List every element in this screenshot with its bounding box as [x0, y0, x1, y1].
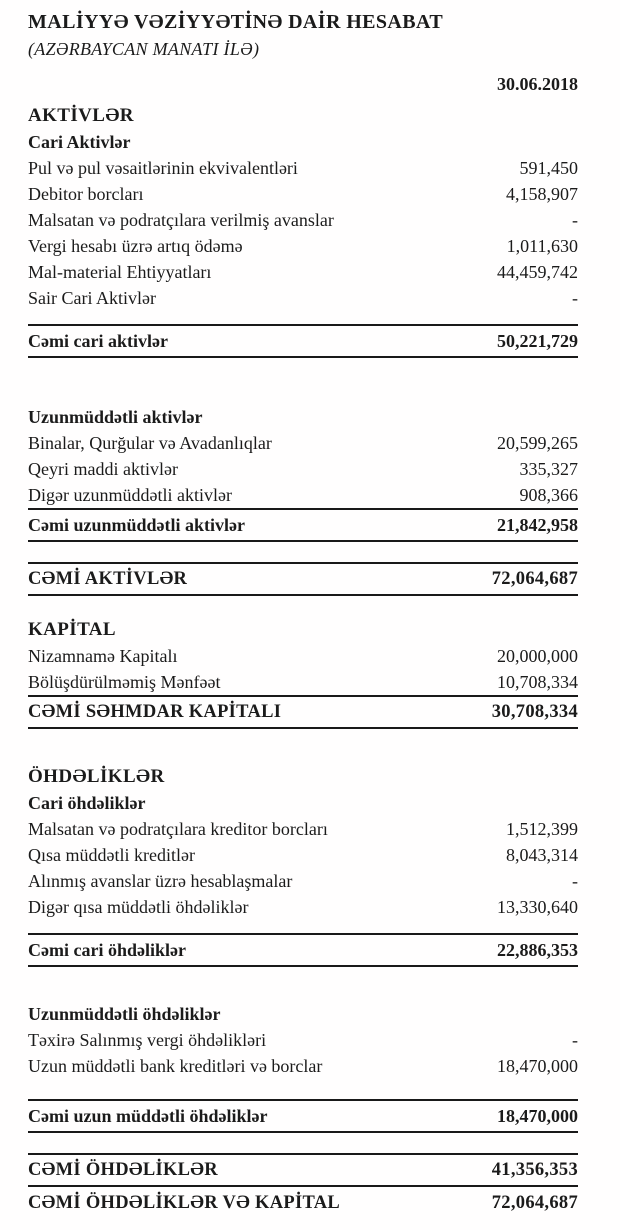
row-value: 10,708,334 [497, 672, 578, 692]
report-row [28, 129, 578, 155]
row-label: Cəmi cari aktivlər [28, 331, 168, 351]
report-row [28, 102, 578, 129]
row-label: Cəmi cari öhdəliklər [28, 940, 186, 960]
report-row [28, 1027, 578, 1053]
row-value: 72,064,687 [491, 1193, 578, 1213]
row-value: 41,356,353 [491, 1160, 578, 1180]
report-row [28, 456, 578, 482]
row-value: 50,221,729 [497, 331, 578, 351]
report-row [28, 482, 578, 508]
blank-row [28, 729, 578, 763]
row-value: - [572, 288, 578, 308]
row-label: Təxirə Salınmış vergi öhdəlikləri [28, 1030, 267, 1050]
report-rows [28, 102, 578, 1219]
row-value: 591,450 [519, 158, 578, 178]
report-row [28, 1099, 578, 1133]
report-row [28, 207, 578, 233]
report-row [28, 508, 578, 542]
row-label: Cari öhdəliklər [28, 793, 146, 813]
report-row [28, 430, 578, 456]
row-value: 335,327 [519, 459, 578, 479]
report-row [28, 259, 578, 285]
row-value: 13,330,640 [497, 897, 578, 917]
report-row [28, 790, 578, 816]
report-row [28, 233, 578, 259]
report-row [28, 842, 578, 868]
row-label: Malsatan və podratçılara verilmiş avanslar [28, 210, 334, 230]
row-label: CƏMİ ÖHDƏLİKLƏR [28, 1160, 218, 1180]
row-label: Digər qısa müddətli öhdəliklər [28, 897, 249, 917]
row-value: 8,043,314 [506, 845, 578, 865]
row-label: AKTİVLƏR [28, 105, 134, 126]
row-label: Pul və pul vəsaitlərinin ekvivalentləri [28, 158, 298, 178]
report-row [28, 1187, 578, 1219]
row-label: Alınmış avanslar üzrə hesablaşmalar [28, 871, 293, 891]
row-label: CƏMİ AKTİVLƏR [28, 569, 188, 589]
row-label: ÖHDƏLİKLƏR [28, 766, 165, 787]
row-value: 44,459,742 [497, 262, 578, 282]
row-value: 1,512,399 [506, 819, 578, 839]
row-value: 18,470,000 [497, 1056, 578, 1076]
row-label: Malsatan və podratçılara kreditor borcları [28, 819, 328, 839]
blank-row [28, 542, 578, 562]
blank-row [28, 967, 578, 1001]
row-label: Cəmi uzunmüddətli aktivlər [28, 515, 246, 535]
row-value: 20,599,265 [497, 433, 578, 453]
row-label: Nizamnamə Kapitalı [28, 646, 178, 666]
row-value: 18,470,000 [497, 1106, 578, 1126]
blank-row [28, 1133, 578, 1153]
row-label: Cari Aktivlər [28, 132, 131, 152]
blank-row [28, 920, 578, 933]
blank-row [28, 311, 578, 324]
row-value: 1,011,630 [506, 236, 578, 256]
row-label: Mal-material Ehtiyyatları [28, 262, 212, 282]
report-row [28, 1053, 578, 1079]
report-row [28, 404, 578, 430]
blank-row [28, 358, 578, 404]
report-row [28, 763, 578, 790]
row-label: Uzun müddətli bank kreditləri və borclar [28, 1056, 323, 1076]
blank-row [28, 596, 578, 616]
row-value: 908,366 [519, 485, 578, 505]
row-label: CƏMİ SƏHMDAR KAPİTALI [28, 702, 282, 722]
report-row [28, 868, 578, 894]
report-row [28, 324, 578, 358]
report-row [28, 669, 578, 695]
row-label: Cəmi uzun müddətli öhdəliklər [28, 1106, 268, 1126]
report-date: 30.06.2018 [497, 74, 578, 94]
row-value: 72,064,687 [491, 569, 578, 589]
report-row [28, 643, 578, 669]
row-label: CƏMİ ÖHDƏLİKLƏR VƏ KAPİTAL [28, 1193, 341, 1213]
page-title: MALİYYƏ VƏZİYYƏTİNƏ DAİR HESABAT [28, 11, 444, 33]
row-value: - [572, 1030, 578, 1050]
row-value: 30,708,334 [491, 702, 578, 722]
report-row [28, 616, 578, 643]
row-label: Digər uzunmüddətli aktivlər [28, 485, 232, 505]
row-label: KAPİTAL [28, 619, 116, 640]
row-label: Vergi hesabı üzrə artıq ödəmə [28, 236, 243, 256]
blank-row [28, 1079, 578, 1099]
row-label: Qısa müddətli kreditlər [28, 845, 195, 865]
row-value: 21,842,958 [497, 515, 578, 535]
report-row [28, 695, 578, 729]
report-row [28, 1001, 578, 1027]
report-row [28, 285, 578, 311]
row-label: Sair Cari Aktivlər [28, 288, 156, 308]
row-label: Binalar, Qurğular və Avadanlıqlar [28, 433, 272, 453]
report-row [28, 933, 578, 967]
row-label: Qeyri maddi aktivlər [28, 459, 178, 479]
row-label: Bölüşdürülməmiş Mənfəət [28, 672, 221, 692]
row-label: Uzunmüddətli öhdəliklər [28, 1004, 221, 1024]
currency-subtitle: (AZƏRBAYCAN MANATI İLƏ) [28, 39, 260, 59]
report-row [28, 894, 578, 920]
row-value: 4,158,907 [506, 184, 578, 204]
report-row [28, 562, 578, 596]
row-label: Uzunmüddətli aktivlər [28, 407, 203, 427]
report-row [28, 1153, 578, 1187]
row-value: 20,000,000 [497, 646, 578, 666]
row-value: - [572, 210, 578, 230]
report-row [28, 816, 578, 842]
row-value: 22,886,353 [497, 940, 578, 960]
report-row [28, 155, 578, 181]
row-value: - [572, 871, 578, 891]
row-label: Debitor borcları [28, 184, 144, 204]
report-row [28, 181, 578, 207]
